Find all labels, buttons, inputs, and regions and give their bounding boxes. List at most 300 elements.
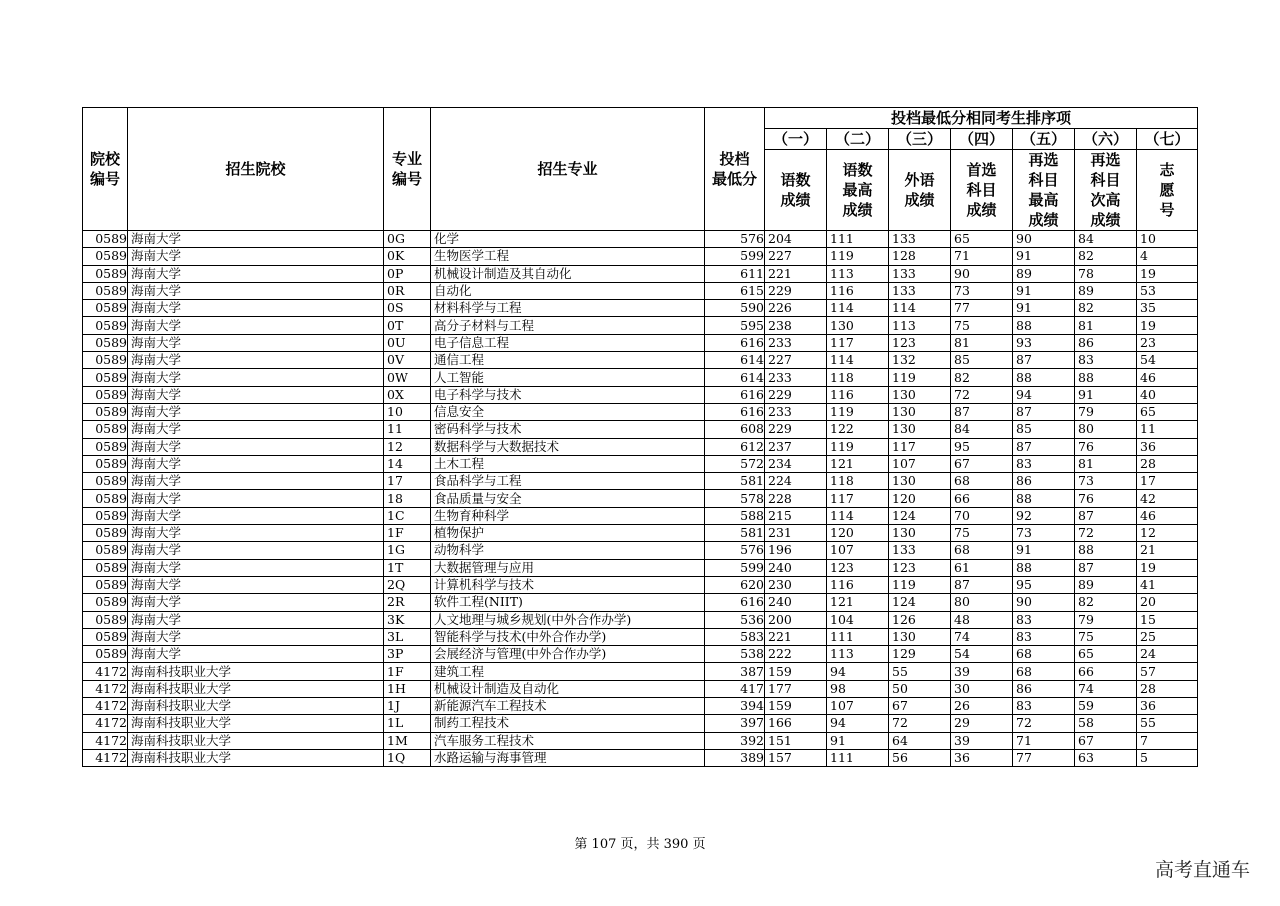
- cell-rank-7: 36: [1137, 438, 1198, 455]
- table-row: [83, 369, 1198, 386]
- cell-rank-7: 21: [1137, 542, 1198, 559]
- cell-school-name: 海南大学: [128, 576, 384, 593]
- header-min-score: 投档 最低分: [705, 108, 765, 231]
- cell-min-score: 538: [705, 646, 765, 663]
- cell-rank-3: 64: [889, 732, 951, 749]
- cell-rank-3: 124: [889, 594, 951, 611]
- table-row: [83, 663, 1198, 680]
- cell-major-name: 机械设计制造及自动化: [431, 680, 705, 697]
- cell-min-score: 417: [705, 680, 765, 697]
- cell-min-score: 389: [705, 749, 765, 766]
- cell-rank-1: 224: [765, 473, 827, 490]
- cell-min-score: 612: [705, 438, 765, 455]
- cell-rank-2: 107: [827, 542, 889, 559]
- header-rank-label: 再选 科目 最高 成绩: [1013, 150, 1075, 231]
- cell-rank-2: 94: [827, 663, 889, 680]
- cell-rank-3: 130: [889, 421, 951, 438]
- cell-rank-3: 113: [889, 317, 951, 334]
- cell-major-code: 1H: [384, 680, 431, 697]
- cell-school-code: 0589: [83, 473, 128, 490]
- cell-school-code: 4172: [83, 663, 128, 680]
- cell-rank-3: 123: [889, 559, 951, 576]
- cell-rank-1: 228: [765, 490, 827, 507]
- cell-major-name: 数据科学与大数据技术: [431, 438, 705, 455]
- cell-rank-2: 120: [827, 525, 889, 542]
- header-major-code: 专业 编号: [384, 108, 431, 231]
- cell-rank-2: 116: [827, 386, 889, 403]
- cell-rank-7: 65: [1137, 403, 1198, 420]
- cell-major-code: 1F: [384, 663, 431, 680]
- admission-score-table: [82, 107, 1198, 767]
- cell-rank-5: 72: [1013, 715, 1075, 732]
- cell-rank-2: 130: [827, 317, 889, 334]
- cell-rank-4: 84: [951, 421, 1013, 438]
- cell-school-code: 4172: [83, 749, 128, 766]
- cell-school-code: 0589: [83, 248, 128, 265]
- cell-school-code: 4172: [83, 715, 128, 732]
- cell-min-score: 576: [705, 542, 765, 559]
- cell-rank-2: 118: [827, 369, 889, 386]
- cell-rank-7: 53: [1137, 282, 1198, 299]
- cell-rank-7: 28: [1137, 680, 1198, 697]
- cell-rank-6: 81: [1075, 317, 1137, 334]
- cell-rank-1: 196: [765, 542, 827, 559]
- cell-rank-2: 113: [827, 265, 889, 282]
- cell-rank-1: 221: [765, 265, 827, 282]
- header-major-name: 招生专业: [431, 108, 705, 231]
- cell-school-name: 海南科技职业大学: [128, 698, 384, 715]
- cell-rank-7: 36: [1137, 698, 1198, 715]
- header-rank-index: （二）: [827, 129, 889, 150]
- cell-rank-2: 116: [827, 282, 889, 299]
- cell-rank-7: 7: [1137, 732, 1198, 749]
- cell-rank-7: 17: [1137, 473, 1198, 490]
- cell-min-score: 397: [705, 715, 765, 732]
- cell-school-code: 0589: [83, 438, 128, 455]
- cell-major-code: 3P: [384, 646, 431, 663]
- cell-rank-7: 46: [1137, 507, 1198, 524]
- cell-major-code: 0G: [384, 231, 431, 248]
- header-rank-index: （一）: [765, 129, 827, 150]
- cell-min-score: 581: [705, 525, 765, 542]
- cell-rank-1: 227: [765, 248, 827, 265]
- cell-rank-5: 88: [1013, 559, 1075, 576]
- cell-rank-5: 94: [1013, 386, 1075, 403]
- cell-rank-2: 118: [827, 473, 889, 490]
- cell-school-code: 0589: [83, 300, 128, 317]
- cell-major-code: 1L: [384, 715, 431, 732]
- cell-rank-5: 73: [1013, 525, 1075, 542]
- cell-rank-2: 114: [827, 300, 889, 317]
- cell-rank-2: 123: [827, 559, 889, 576]
- cell-min-score: 614: [705, 369, 765, 386]
- cell-rank-7: 40: [1137, 386, 1198, 403]
- cell-major-name: 人工智能: [431, 369, 705, 386]
- cell-major-code: 14: [384, 455, 431, 472]
- cell-school-code: 0589: [83, 542, 128, 559]
- cell-school-code: 0589: [83, 507, 128, 524]
- cell-rank-2: 121: [827, 594, 889, 611]
- cell-rank-3: 67: [889, 698, 951, 715]
- cell-rank-1: 230: [765, 576, 827, 593]
- cell-school-code: 4172: [83, 698, 128, 715]
- cell-min-score: 599: [705, 248, 765, 265]
- cell-school-name: 海南大学: [128, 490, 384, 507]
- cell-school-code: 0589: [83, 282, 128, 299]
- cell-major-name: 电子科学与技术: [431, 386, 705, 403]
- cell-school-code: 0589: [83, 403, 128, 420]
- cell-major-name: 材料科学与工程: [431, 300, 705, 317]
- cell-rank-2: 111: [827, 628, 889, 645]
- header-rank-label: 语数 成绩: [765, 150, 827, 231]
- header-rank-label: 外语 成绩: [889, 150, 951, 231]
- cell-school-code: 0589: [83, 576, 128, 593]
- cell-school-code: 0589: [83, 559, 128, 576]
- cell-rank-5: 86: [1013, 680, 1075, 697]
- table-row: [83, 732, 1198, 749]
- cell-major-name: 机械设计制造及其自动化: [431, 265, 705, 282]
- cell-rank-6: 72: [1075, 525, 1137, 542]
- cell-rank-3: 117: [889, 438, 951, 455]
- cell-rank-5: 90: [1013, 594, 1075, 611]
- table-row: [83, 282, 1198, 299]
- cell-rank-3: 133: [889, 282, 951, 299]
- cell-rank-7: 23: [1137, 334, 1198, 351]
- cell-school-name: 海南大学: [128, 334, 384, 351]
- cell-school-name: 海南大学: [128, 646, 384, 663]
- cell-rank-2: 119: [827, 403, 889, 420]
- cell-rank-2: 104: [827, 611, 889, 628]
- cell-major-name: 信息安全: [431, 403, 705, 420]
- cell-school-name: 海南大学: [128, 386, 384, 403]
- cell-rank-3: 123: [889, 334, 951, 351]
- cell-rank-5: 83: [1013, 455, 1075, 472]
- cell-school-code: 4172: [83, 680, 128, 697]
- cell-rank-6: 66: [1075, 663, 1137, 680]
- cell-min-score: 616: [705, 403, 765, 420]
- cell-major-name: 通信工程: [431, 352, 705, 369]
- cell-rank-2: 117: [827, 334, 889, 351]
- cell-school-code: 0589: [83, 265, 128, 282]
- cell-rank-1: 166: [765, 715, 827, 732]
- cell-rank-7: 19: [1137, 317, 1198, 334]
- cell-rank-1: 215: [765, 507, 827, 524]
- cell-rank-2: 121: [827, 455, 889, 472]
- cell-rank-7: 54: [1137, 352, 1198, 369]
- cell-rank-6: 63: [1075, 749, 1137, 766]
- cell-major-name: 人文地理与城乡规划(中外合作办学): [431, 611, 705, 628]
- cell-rank-2: 111: [827, 749, 889, 766]
- cell-min-score: 614: [705, 352, 765, 369]
- cell-rank-1: 234: [765, 455, 827, 472]
- cell-school-name: 海南大学: [128, 507, 384, 524]
- cell-min-score: 616: [705, 386, 765, 403]
- cell-rank-2: 119: [827, 248, 889, 265]
- cell-school-name: 海南大学: [128, 352, 384, 369]
- cell-rank-6: 75: [1075, 628, 1137, 645]
- cell-major-code: 2Q: [384, 576, 431, 593]
- cell-major-name: 高分子材料与工程: [431, 317, 705, 334]
- cell-rank-6: 78: [1075, 265, 1137, 282]
- cell-school-code: 0589: [83, 386, 128, 403]
- table-row: [83, 352, 1198, 369]
- cell-rank-7: 41: [1137, 576, 1198, 593]
- cell-rank-6: 88: [1075, 542, 1137, 559]
- table-row: [83, 403, 1198, 420]
- cell-rank-4: 80: [951, 594, 1013, 611]
- cell-major-code: 0P: [384, 265, 431, 282]
- cell-major-name: 建筑工程: [431, 663, 705, 680]
- cell-major-name: 新能源汽车工程技术: [431, 698, 705, 715]
- cell-rank-2: 122: [827, 421, 889, 438]
- cell-rank-5: 88: [1013, 369, 1075, 386]
- cell-rank-5: 87: [1013, 403, 1075, 420]
- cell-rank-4: 90: [951, 265, 1013, 282]
- cell-rank-4: 75: [951, 317, 1013, 334]
- cell-major-name: 密码科学与技术: [431, 421, 705, 438]
- cell-min-score: 394: [705, 698, 765, 715]
- cell-rank-6: 82: [1075, 300, 1137, 317]
- cell-rank-5: 91: [1013, 300, 1075, 317]
- page-number: 第 107 页，共 390 页: [574, 837, 706, 852]
- cell-rank-5: 90: [1013, 231, 1075, 248]
- table-row: [83, 715, 1198, 732]
- cell-rank-4: 77: [951, 300, 1013, 317]
- table-row: [83, 749, 1198, 766]
- cell-major-name: 电子信息工程: [431, 334, 705, 351]
- cell-rank-3: 133: [889, 231, 951, 248]
- header-rank-index: （五）: [1013, 129, 1075, 150]
- cell-major-code: 1M: [384, 732, 431, 749]
- cell-major-code: 1Q: [384, 749, 431, 766]
- cell-major-name: 会展经济与管理(中外合作办学): [431, 646, 705, 663]
- cell-major-name: 土木工程: [431, 455, 705, 472]
- cell-rank-3: 114: [889, 300, 951, 317]
- cell-school-name: 海南科技职业大学: [128, 749, 384, 766]
- cell-major-name: 动物科学: [431, 542, 705, 559]
- cell-rank-2: 98: [827, 680, 889, 697]
- cell-rank-6: 87: [1075, 507, 1137, 524]
- cell-major-name: 制药工程技术: [431, 715, 705, 732]
- cell-rank-7: 19: [1137, 559, 1198, 576]
- cell-rank-4: 39: [951, 732, 1013, 749]
- table-row: [83, 265, 1198, 282]
- cell-rank-5: 87: [1013, 352, 1075, 369]
- cell-rank-1: 159: [765, 698, 827, 715]
- cell-major-name: 生物医学工程: [431, 248, 705, 265]
- cell-min-score: 583: [705, 628, 765, 645]
- cell-rank-7: 20: [1137, 594, 1198, 611]
- cell-rank-3: 128: [889, 248, 951, 265]
- cell-rank-5: 91: [1013, 282, 1075, 299]
- header-school-code: 院校 编号: [83, 108, 128, 231]
- cell-school-code: 0589: [83, 369, 128, 386]
- cell-rank-5: 92: [1013, 507, 1075, 524]
- header-rank-index: （六）: [1075, 129, 1137, 150]
- table-row: [83, 594, 1198, 611]
- cell-rank-3: 126: [889, 611, 951, 628]
- cell-rank-1: 233: [765, 403, 827, 420]
- cell-rank-4: 67: [951, 455, 1013, 472]
- cell-school-name: 海南大学: [128, 282, 384, 299]
- cell-major-code: 10: [384, 403, 431, 420]
- cell-min-score: 615: [705, 282, 765, 299]
- cell-school-code: 0589: [83, 611, 128, 628]
- cell-major-code: 0U: [384, 334, 431, 351]
- cell-rank-1: 221: [765, 628, 827, 645]
- cell-min-score: 611: [705, 265, 765, 282]
- cell-school-name: 海南大学: [128, 369, 384, 386]
- cell-rank-3: 55: [889, 663, 951, 680]
- table-row: [83, 611, 1198, 628]
- cell-rank-5: 89: [1013, 265, 1075, 282]
- header-rank-label: 再选 科目 次高 成绩: [1075, 150, 1137, 231]
- table-row: [83, 438, 1198, 455]
- cell-school-code: 0589: [83, 334, 128, 351]
- cell-rank-4: 29: [951, 715, 1013, 732]
- cell-rank-1: 204: [765, 231, 827, 248]
- cell-rank-4: 75: [951, 525, 1013, 542]
- cell-school-code: 0589: [83, 455, 128, 472]
- cell-rank-2: 91: [827, 732, 889, 749]
- cell-rank-4: 65: [951, 231, 1013, 248]
- cell-major-code: 17: [384, 473, 431, 490]
- cell-rank-6: 91: [1075, 386, 1137, 403]
- cell-rank-6: 82: [1075, 594, 1137, 611]
- cell-school-name: 海南大学: [128, 542, 384, 559]
- table-row: [83, 559, 1198, 576]
- cell-major-name: 化学: [431, 231, 705, 248]
- cell-school-name: 海南大学: [128, 559, 384, 576]
- cell-rank-6: 86: [1075, 334, 1137, 351]
- cell-rank-6: 89: [1075, 282, 1137, 299]
- table-row: [83, 248, 1198, 265]
- cell-rank-3: 56: [889, 749, 951, 766]
- cell-rank-7: 25: [1137, 628, 1198, 645]
- table-row: [83, 490, 1198, 507]
- cell-major-name: 生物育种科学: [431, 507, 705, 524]
- cell-rank-7: 11: [1137, 421, 1198, 438]
- cell-rank-4: 74: [951, 628, 1013, 645]
- cell-rank-3: 129: [889, 646, 951, 663]
- cell-rank-6: 80: [1075, 421, 1137, 438]
- cell-major-code: 0W: [384, 369, 431, 386]
- cell-rank-1: 157: [765, 749, 827, 766]
- cell-rank-4: 73: [951, 282, 1013, 299]
- cell-rank-5: 68: [1013, 663, 1075, 680]
- watermark-logo-text: 高考直通车: [1154, 859, 1250, 881]
- cell-school-code: 0589: [83, 646, 128, 663]
- cell-rank-4: 87: [951, 403, 1013, 420]
- cell-school-name: 海南大学: [128, 403, 384, 420]
- cell-rank-7: 46: [1137, 369, 1198, 386]
- cell-rank-7: 19: [1137, 265, 1198, 282]
- cell-major-name: 智能科学与技术(中外合作办学): [431, 628, 705, 645]
- cell-rank-3: 130: [889, 403, 951, 420]
- cell-rank-3: 119: [889, 369, 951, 386]
- cell-rank-1: 177: [765, 680, 827, 697]
- cell-school-code: 0589: [83, 352, 128, 369]
- table-row: [83, 628, 1198, 645]
- table-row: [83, 576, 1198, 593]
- header-rank-index: （七）: [1137, 129, 1198, 150]
- cell-rank-3: 132: [889, 352, 951, 369]
- cell-rank-3: 72: [889, 715, 951, 732]
- cell-rank-2: 94: [827, 715, 889, 732]
- cell-rank-3: 107: [889, 455, 951, 472]
- cell-min-score: 620: [705, 576, 765, 593]
- cell-rank-5: 88: [1013, 490, 1075, 507]
- table-row: [83, 698, 1198, 715]
- cell-rank-5: 88: [1013, 317, 1075, 334]
- table-row: [83, 421, 1198, 438]
- cell-rank-4: 39: [951, 663, 1013, 680]
- cell-rank-4: 82: [951, 369, 1013, 386]
- cell-school-code: 4172: [83, 732, 128, 749]
- table-row: [83, 386, 1198, 403]
- cell-rank-5: 91: [1013, 248, 1075, 265]
- cell-rank-2: 116: [827, 576, 889, 593]
- cell-rank-3: 124: [889, 507, 951, 524]
- cell-school-code: 0589: [83, 628, 128, 645]
- cell-rank-3: 130: [889, 473, 951, 490]
- cell-rank-2: 119: [827, 438, 889, 455]
- cell-major-code: 1T: [384, 559, 431, 576]
- cell-rank-7: 5: [1137, 749, 1198, 766]
- cell-school-name: 海南大学: [128, 317, 384, 334]
- cell-rank-6: 67: [1075, 732, 1137, 749]
- cell-min-score: 536: [705, 611, 765, 628]
- cell-major-code: 1F: [384, 525, 431, 542]
- cell-rank-4: 68: [951, 473, 1013, 490]
- cell-rank-1: 240: [765, 559, 827, 576]
- cell-rank-5: 83: [1013, 698, 1075, 715]
- cell-rank-4: 95: [951, 438, 1013, 455]
- cell-major-name: 植物保护: [431, 525, 705, 542]
- table-row: [83, 334, 1198, 351]
- cell-major-code: 2R: [384, 594, 431, 611]
- cell-school-name: 海南大学: [128, 265, 384, 282]
- cell-major-code: 1C: [384, 507, 431, 524]
- cell-rank-1: 240: [765, 594, 827, 611]
- cell-rank-7: 10: [1137, 231, 1198, 248]
- cell-min-score: 616: [705, 334, 765, 351]
- cell-min-score: 595: [705, 317, 765, 334]
- cell-rank-6: 81: [1075, 455, 1137, 472]
- cell-rank-6: 83: [1075, 352, 1137, 369]
- cell-rank-3: 50: [889, 680, 951, 697]
- cell-rank-2: 111: [827, 231, 889, 248]
- cell-major-code: 0S: [384, 300, 431, 317]
- cell-rank-4: 48: [951, 611, 1013, 628]
- cell-rank-5: 95: [1013, 576, 1075, 593]
- cell-rank-5: 83: [1013, 628, 1075, 645]
- cell-rank-7: 24: [1137, 646, 1198, 663]
- cell-major-name: 软件工程(NIIT): [431, 594, 705, 611]
- cell-rank-5: 71: [1013, 732, 1075, 749]
- table-row: [83, 317, 1198, 334]
- cell-rank-4: 68: [951, 542, 1013, 559]
- cell-rank-4: 85: [951, 352, 1013, 369]
- table-row: [83, 231, 1198, 248]
- cell-rank-6: 65: [1075, 646, 1137, 663]
- cell-school-code: 0589: [83, 231, 128, 248]
- cell-school-name: 海南大学: [128, 473, 384, 490]
- cell-school-name: 海南大学: [128, 455, 384, 472]
- cell-min-score: 387: [705, 663, 765, 680]
- cell-rank-5: 91: [1013, 542, 1075, 559]
- cell-rank-1: 237: [765, 438, 827, 455]
